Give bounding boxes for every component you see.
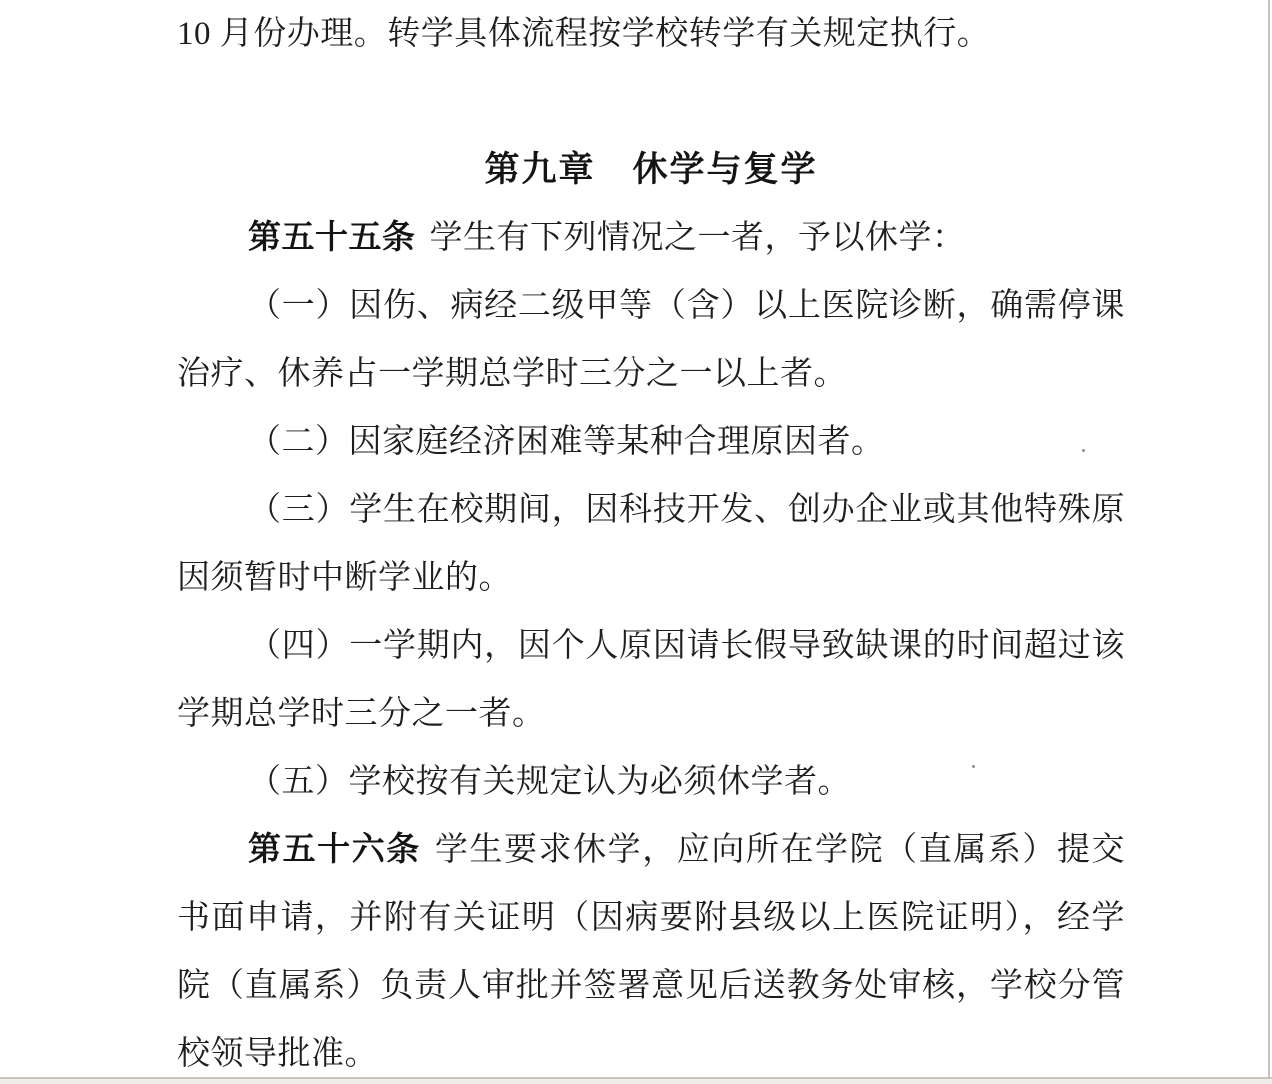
article-56-line-3: 院（直属系）负责人审批并签署意见后送教务处审核，学校分管 [177,968,1125,1004]
article-55-line [177,204,1125,272]
chapter-heading: 第九章 休学与复学 [484,150,818,189]
scan-edge-right [1268,0,1270,1084]
article-56-line-2: 书面申请，并附有关证明（因病要附县级以上医院证明），经学 [177,900,1125,936]
document-text-block [177,0,1125,1084]
item-3-line-1: （三）学生在校期间，因科技开发、创办企业或其他特殊原 [248,492,1125,528]
item-5-line: （五）学校按有关规定认为必须休学者。 [248,764,851,800]
item-3-line-2: 因须暂时中断学业的。 [177,560,512,596]
item-4-line-1: （四）一学期内，因个人原因请长假导致缺课的时间超过该 [248,628,1125,664]
scan-noise-dot [972,765,975,768]
text-line-continuation: 10 月份办理。转学具体流程按学校转学有关规定执行。 [177,16,991,52]
item-1-line-1: （一）因伤、病经二级甲等（含）以上医院诊断，确需停课 [248,288,1125,324]
article-56-number: 第五十六条 [248,832,421,868]
item-1-line-2: 治疗、休养占一学期总学时三分之一以上者。 [177,356,847,392]
article-55-number: 第五十五条 [248,220,416,256]
article-56-line-4: 校领导批准。 [177,1036,378,1072]
item-2-line: （二）因家庭经济困难等某种合理原因者。 [248,424,885,460]
article-56-line-1 [177,816,1125,884]
article-55-text: 学生有下列情况之一者，予以休学： [429,220,966,256]
article-56-text: 学生要求休学，应向所在学院（直属系）提交 [434,832,1125,868]
item-4-line-2: 学期总学时三分之一者。 [177,696,546,732]
scan-noise-dot [1082,449,1085,452]
scan-edge-bottom-strip [0,1079,1272,1084]
blank-line [177,68,1125,136]
